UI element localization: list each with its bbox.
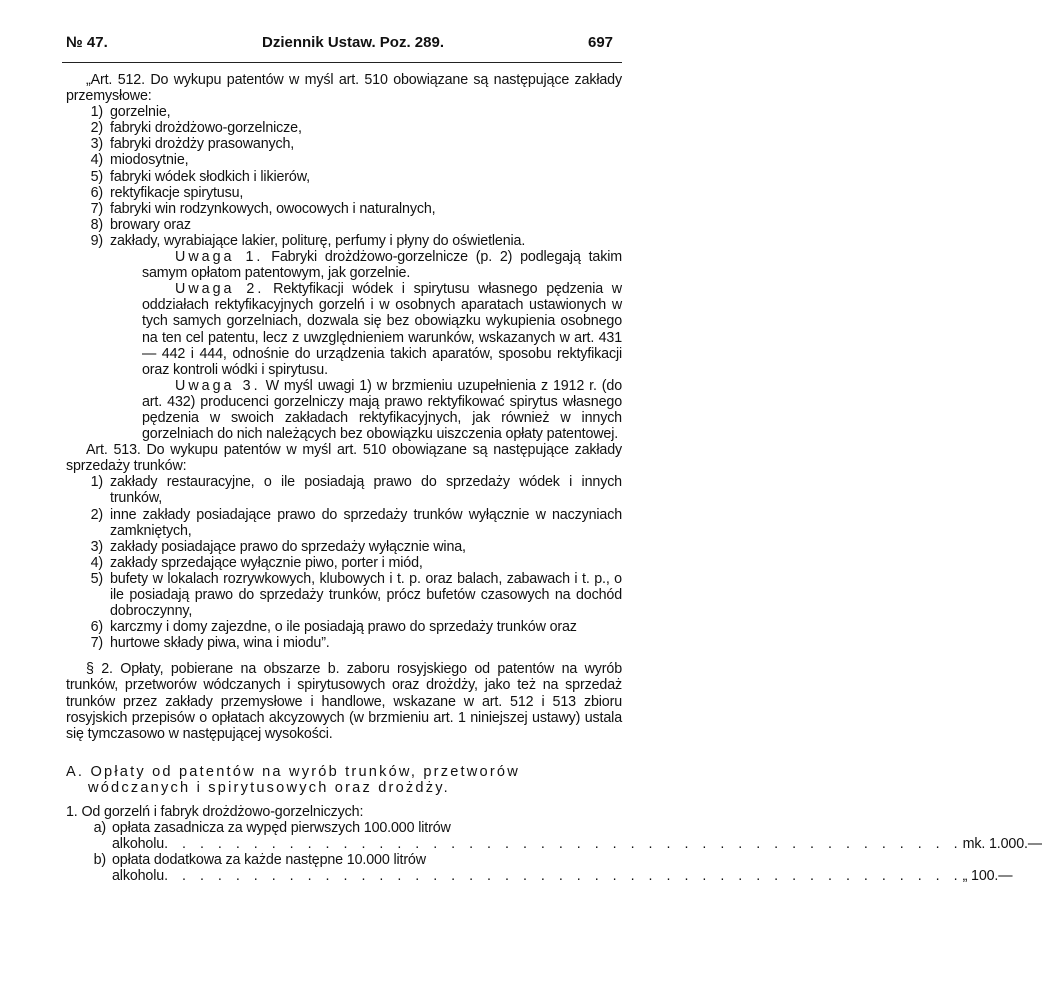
- sub-item-a: a) opłata zasadnicza za wypęd pierwszych 100.000 litrów alkoholu . . . . . . . . . . . . . . . . . . . . . . . . . . . . . . . . . . . . . . . . . . . . . mk. 1.000.—: [93, 820, 1042, 853]
- list-item: 3) fabryki drożdży prasowanych,: [90, 136, 295, 153]
- list-item: 9) zakłady, wyrabiające lakier, politurę, perfumy i płyny do oświetlenia.: [90, 232, 526, 249]
- art512-intro: „Art. 512. Do wykupu patentów w myśl art. 510 obowiązane są następujące zakłady przemysłowe:: [66, 72, 622, 105]
- item-1-title: 1. Od gorzelń i fabryk drożdżowo-gorzelniczych:: [66, 804, 364, 821]
- list-item: 4) zakłady sprzedające wyłącznie piwo, porter i miód,: [90, 554, 423, 571]
- sub-item-text: opłata dodatkowa za każde następne 10.000 litrów: [112, 852, 426, 869]
- paragraph-2: § 2. Opłaty, pobierane na obszarze b. zaboru rosyjskiego od patentów na wyrób trunków, przetworów wódczanych i spirytusowych oraz drożdży, jako też na sprzedaż trunków przez zakłady przemysłowe i handlowe, wskazane w art. 512 i 513 zbioru rosyjskich przepisów o opłatach akcyzowych (w brzmieniu art. 1 niniejszej ustawy) ustala się tymczasowo w następującej wysokości.: [66, 661, 622, 742]
- sub-item-text: opłata zasadnicza za wypęd pierwszych 100.000 litrów: [112, 820, 451, 837]
- section-a-heading: A. Opłaty od patentów na wyrób trunków, przetworów: [66, 763, 520, 780]
- list-item: 6) karczmy i domy zajezdne, o ile posiadają prawo do sprzedaży trunków oraz: [90, 619, 577, 636]
- list-item: 5) bufety w lokalach rozrywkowych, klubowych i t. p. oraz balach, zabawach i t. p., o ile posiadają prawo do sprzedaży trunków, prócz bufetów czasowych na dochód dobroczynny,: [90, 570, 622, 620]
- list-item: 3) zakłady posiadające prawo do sprzedaży wyłącznie wina,: [90, 538, 466, 555]
- list-item: 2) fabryki drożdżowo-gorzelnicze,: [90, 120, 302, 137]
- art512-list: [66, 104, 622, 249]
- fee-value: „ 100.—: [962, 868, 1013, 885]
- page-number: 697: [588, 34, 614, 51]
- note-1: Uwaga 1. Fabryki drożdżowo-gorzelnicze (p. 2) podlegają takim samym opłatom patentowym, jak gorzelnie.: [142, 249, 622, 282]
- note-3: Uwaga 3. W myśl uwagi 1) w brzmieniu uzupełnienia z 1912 r. (do art. 432) producenci gorzelniczy mają prawo rektyfikować spirytus własnego pędzenia w swoich zakładach rektyfikacyjnych, jak również w innych gorzelniach do nich należących bez obowiązku uiszczenia opłaty patentowej.: [142, 377, 622, 443]
- list-item: 1) zakłady restauracyjne, o ile posiadają prawo do sprzedaży wódek i innych trunków,: [90, 474, 622, 507]
- section-a-heading-cont: wódczanych i spirytusowych oraz drożdży.: [88, 779, 450, 796]
- list-item: 7) fabryki win rodzynkowych, owocowych i naturalnych,: [90, 200, 436, 217]
- list-item: 8) browary oraz: [90, 216, 191, 233]
- list-item: 5) fabryki wódek słodkich i likierów,: [90, 168, 310, 185]
- document-body: [66, 72, 1042, 885]
- journal-title: Dziennik Ustaw. Poz. 289.: [262, 34, 444, 51]
- note-2: Uwaga 2. Rektyfikacji wódek i spirytusu własnego pędzenia w oddziałach rektyfikacyjnych gorzelń i w osobnych aparatach ustawionych w tych samych gorzelniach, dozwala się bez obowiązku wykupienia osobnego na ten cel patentu, lecz z uwzględnieniem warunków, wskazanych w art. 431 — 442 i 444, odnośnie do urządzenia takich aparatów, sposobu rektyfikacji oraz kontroli wódki i spirytusu.: [142, 281, 622, 378]
- fee-value: mk. 1.000.—: [962, 836, 1042, 853]
- list-item: 2) inne zakłady posiadające prawo do sprzedaży trunków wyłącznie w naczyniach zamkniętych,: [90, 506, 622, 539]
- list-item: 4) miodosytnie,: [90, 152, 189, 169]
- list-item: 7) hurtowe składy piwa, wina i miodu”.: [90, 635, 330, 652]
- header-rule: [62, 62, 622, 63]
- art513-intro: Art. 513. Do wykupu patentów w myśl art. 510 obowiązane są następujące zakłady sprzedaży trunków:: [66, 442, 622, 475]
- sub-item-b: b) opłata dodatkowa za każde następne 10.000 litrów alkoholu . . . . . . . . . . . . . . . . . . . . . . . . . . . . . . . . . . . . . . . . . . . . . „ 100.—: [93, 852, 1013, 885]
- issue-number: № 47.: [66, 34, 108, 51]
- list-item: 6) rektyfikacje spirytusu,: [90, 184, 244, 201]
- page-header: [0, 34, 689, 58]
- list-item: 1) gorzelnie,: [90, 104, 171, 121]
- art513-list: [66, 474, 622, 651]
